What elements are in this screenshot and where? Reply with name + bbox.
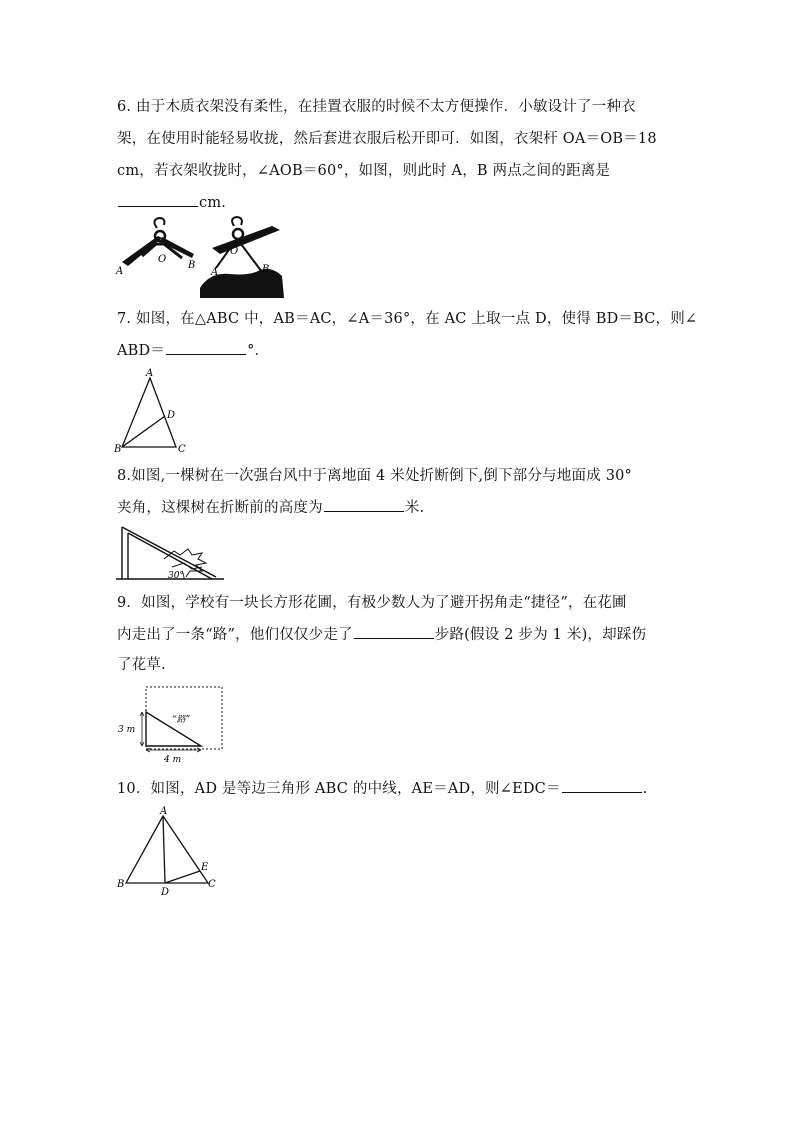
q6-label-b-right: B (262, 264, 270, 275)
q8-line-2 (117, 497, 424, 518)
q7-line-2 (117, 340, 269, 361)
q6-answer-blank[interactable] (118, 192, 198, 207)
q6-label-o-left: O (158, 254, 167, 265)
q7-figure-triangle (112, 368, 192, 454)
q7-line-2-prefix: ABD＝ (117, 343, 166, 359)
hanger-right (200, 217, 284, 298)
q10-line-1 (117, 778, 647, 799)
q9-line-1: 9．如图，学校有一块长方形花圃，有极少数人为了避开拐角走“捷径”，在花圃 (117, 595, 627, 611)
q8-line-2-suffix: 米. (404, 500, 425, 516)
q9-line-3: 了花草. (117, 657, 166, 673)
q8-answer-blank[interactable] (324, 497, 404, 512)
q6-figure-hanger (112, 218, 287, 300)
q9-figure-garden (114, 684, 226, 766)
q6-label-o-right: O (230, 246, 239, 257)
q10-label-d: D (161, 887, 170, 898)
q7-label-b: B (114, 444, 122, 455)
q6-label-a-right: A (211, 267, 219, 278)
q10-label-c: C (208, 879, 216, 890)
q8-figure-broken-tree (116, 523, 228, 583)
q10-answer-blank[interactable] (562, 778, 642, 793)
q9-answer-blank[interactable] (354, 624, 434, 639)
q7-answer-blank[interactable] (166, 340, 246, 355)
q6-label-a-left: A (116, 266, 124, 277)
q7-line-2-suffix: °． (247, 343, 270, 359)
q8-label-angle: 30° (168, 571, 184, 581)
q10-line-prefix: 10．如图，AD 是等边三角形 ABC 的中线，AE＝AD，则∠EDC＝ (117, 781, 561, 797)
q9-label-side-horizontal: 4 m (164, 755, 182, 765)
q9-line-2 (117, 624, 646, 645)
q6-line-1: 6. 由于木质衣架没有柔性，在挂置衣服的时候不太方便操作．小敏设计了一种衣 (117, 99, 636, 115)
q9-line-2-suffix: 步路(假设 2 步为 1 米)，却踩伤 (434, 627, 647, 643)
q7-label-d: D (167, 410, 176, 421)
q8-line-1: 8.如图,一棵树在一次强台风中于离地面 4 米处折断倒下,倒下部分与地面成 30° (117, 468, 633, 484)
q9-line-2-prefix: 内走出了一条“路”，他们仅仅少走了 (117, 627, 353, 643)
q10-line-suffix: . (642, 781, 648, 797)
q6-line-2: 架，在使用时能轻易收拢，然后套进衣服后松开即可．如图，衣架杆 OA＝OB＝18 (117, 131, 657, 147)
q9-label-side-vertical: 3 m (118, 725, 136, 735)
q10-label-e: E (201, 862, 209, 873)
q6-answer-suffix: cm. (199, 195, 227, 211)
q8-line-2-prefix: 夹角，这棵树在折断前的高度为 (117, 500, 323, 516)
q7-label-a: A (146, 368, 154, 379)
q10-label-a: A (160, 806, 168, 817)
q9-label-road: “路” (172, 715, 191, 725)
q10-figure-equilateral (114, 806, 218, 898)
q7-label-c: C (178, 444, 186, 455)
q7-line-1: 7. 如图，在△ABC 中，AB＝AC，∠A＝36°，在 AC 上取一点 D，使得 BD＝BC，则∠ (117, 311, 698, 327)
q10-label-b: B (117, 879, 125, 890)
q6-line-4 (117, 192, 226, 213)
q6-label-b-left: B (188, 260, 196, 271)
q6-line-3: cm，若衣架收拢时，∠AOB＝60°，如图，则此时 A，B 两点之间的距离是 (117, 163, 611, 179)
